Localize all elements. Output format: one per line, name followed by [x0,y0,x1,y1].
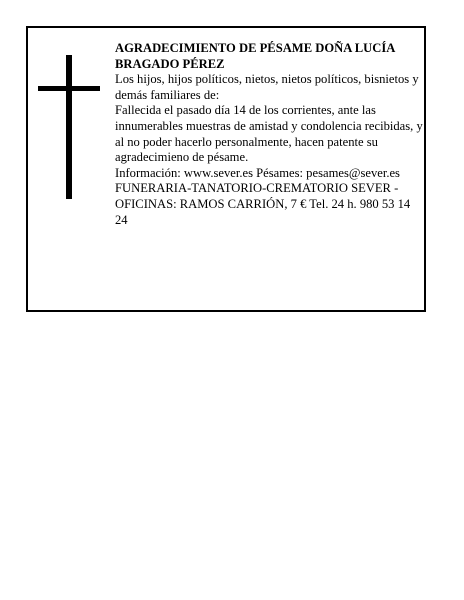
cross-horizontal-bar [38,86,100,91]
family-line: Los hijos, hijos políticos, nietos, nietos políticos, bisnietos y demás familiares de: [115,72,419,102]
notice-title: AGRADECIMIENTO DE PÉSAME DOÑA LUCÍA BRAGADO PÉREZ [115,41,395,71]
funeral-home-line: FUNERARIA-TANATORIO-CREMATORIO SEVER - OFICINAS: RAMOS CARRIÓN, 7 € Tel. 24 h. 980 53 14 24 [115,181,411,227]
notice-text [115,41,423,228]
info-line: Información: www.sever.es Pésames: pesames@sever.es [115,165,400,180]
notice-body: Fallecida el pasado día 14 de los corrientes, ante las innumerables muestras de amistad y condolencia recibidas, y al no poder hacerlo personalmente, hacen patente su agradecimieno de pésame. [115,103,423,165]
obituary-notice [26,26,426,312]
latin-cross-icon [38,55,100,199]
cross-vertical-bar [66,55,72,199]
